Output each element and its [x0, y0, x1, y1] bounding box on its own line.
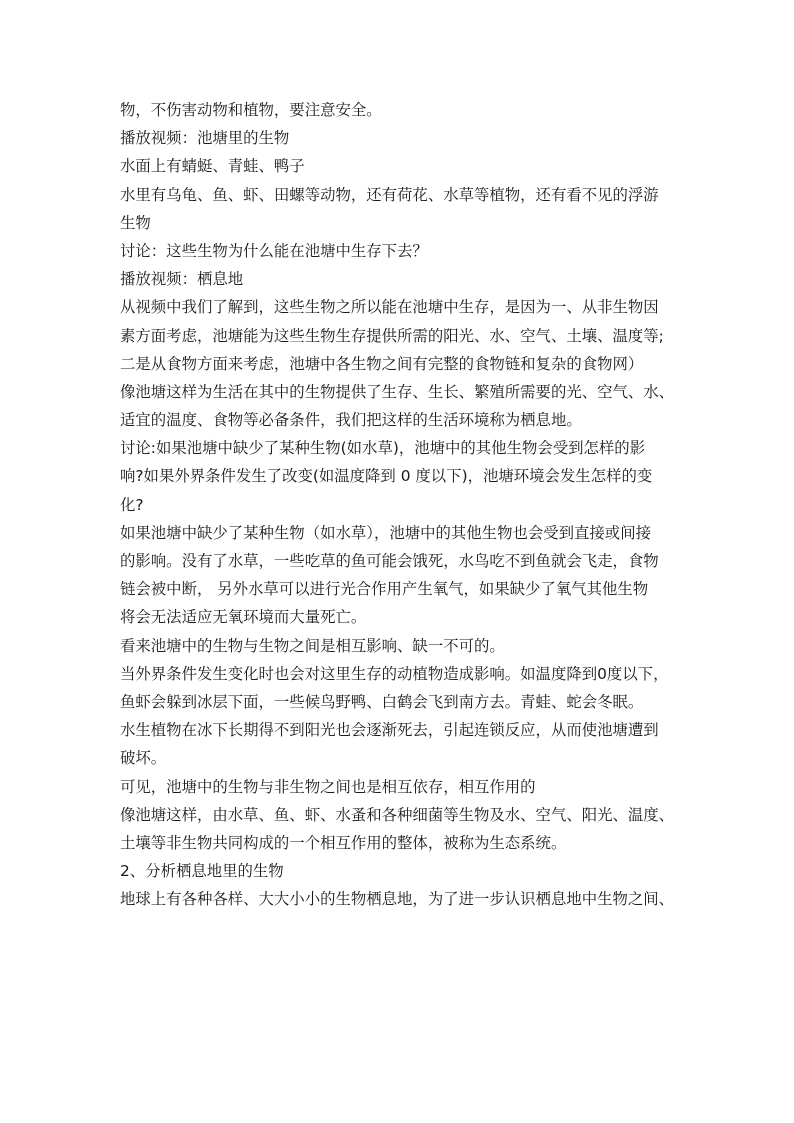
text-line: 像池塘这样为生活在其中的生物提供了生存、生长、繁殖所需要的光、空气、水、	[120, 382, 675, 401]
text-line: 的影响。没有了水草，一些吃草的鱼可能会饿死，水鸟吃不到鱼就会飞走，食物	[120, 552, 659, 570]
text-line: 当外界条件发生变化时也会对这里生存的动植物造成影响。如温度降到0度以下，	[120, 664, 669, 683]
section-heading: 2、分析栖息地里的生物	[120, 862, 284, 881]
text-line: 鱼虾会躲到冰层下面，一些候鸟野鸭、白鹤会飞到南方去。青蛙、蛇会冬眠。	[120, 692, 644, 711]
text-line: 链会被中断， 另外水草可以进行光合作用产生氧气，如果缺少了氧气其他生物	[120, 580, 649, 599]
text-line: 水里有乌龟、鱼、虾、田螺等动物，还有荷花、水草等植物，还有看不见的浮游	[120, 185, 659, 204]
text-line: 如果池塘中缺少了某种生物（如水草），池塘中的其他生物也会受到直接或间接	[120, 523, 651, 542]
text-line: 破坏。	[120, 749, 167, 768]
text-line: 讨论：这些生物为什么能在池塘中生存下去？	[120, 241, 428, 260]
text-line: 将会无法适应无氧环境而大量死亡。	[120, 608, 367, 627]
text-line: 二是从食物方面来考虑，池塘中各生物之间有完整的食物链和复杂的食物网）	[120, 354, 644, 373]
text-line: 地球上有各种各样、大大小小的生物栖息地，为了进一步认识栖息地中生物之间、	[120, 890, 675, 909]
text-line: 响?如果外界条件发生了改变(如温度降到 0 度以下)，池塘环境会发生怎样的变	[120, 467, 653, 486]
text-line: 从视频中我们了解到，这些生物之所以能在池塘中生存，是因为一、从非生物因	[120, 298, 659, 317]
text-line: 化?	[120, 495, 144, 514]
text-line: 适宜的温度、食物等必备条件，我们把这样的生活环境称为栖息地。	[120, 411, 582, 430]
text-line: 素方面考虑，池塘能为这些生物生存提供所需的阳光、水、空气、土壤、温度等;	[120, 326, 664, 345]
document-body	[120, 96, 676, 913]
text-line: 播放视频：栖息地	[120, 270, 244, 289]
text-line: 像池塘这样，由水草、鱼、虾、水蚤和各种细菌等生物及水、空气、阳光、温度、	[120, 805, 675, 824]
text-line: 物，不伤害动物和植物，要注意安全。	[120, 101, 382, 119]
text-line: 可见，池塘中的生物与非生物之间也是相互依存，相互作用的	[120, 777, 536, 796]
text-line: 水面上有蜻蜓、青蛙、鸭子	[120, 157, 305, 176]
text-line: 播放视频：池塘里的生物	[120, 129, 290, 148]
text-line: 土壤等非生物共同构成的一个相互作用的整体，被称为生态系统。	[120, 833, 567, 852]
text-line: 讨论:如果池塘中缺少了某种生物(如水草)，池塘中的其他生物会受到怎样的影	[120, 439, 646, 458]
text-line: 生物	[120, 213, 151, 232]
text-line: 看来池塘中的生物与生物之间是相互影响、缺一不可的。	[120, 636, 505, 655]
text-line: 水生植物在冰下长期得不到阳光也会逐渐死去，引起连锁反应，从而使池塘遭到	[120, 721, 659, 740]
